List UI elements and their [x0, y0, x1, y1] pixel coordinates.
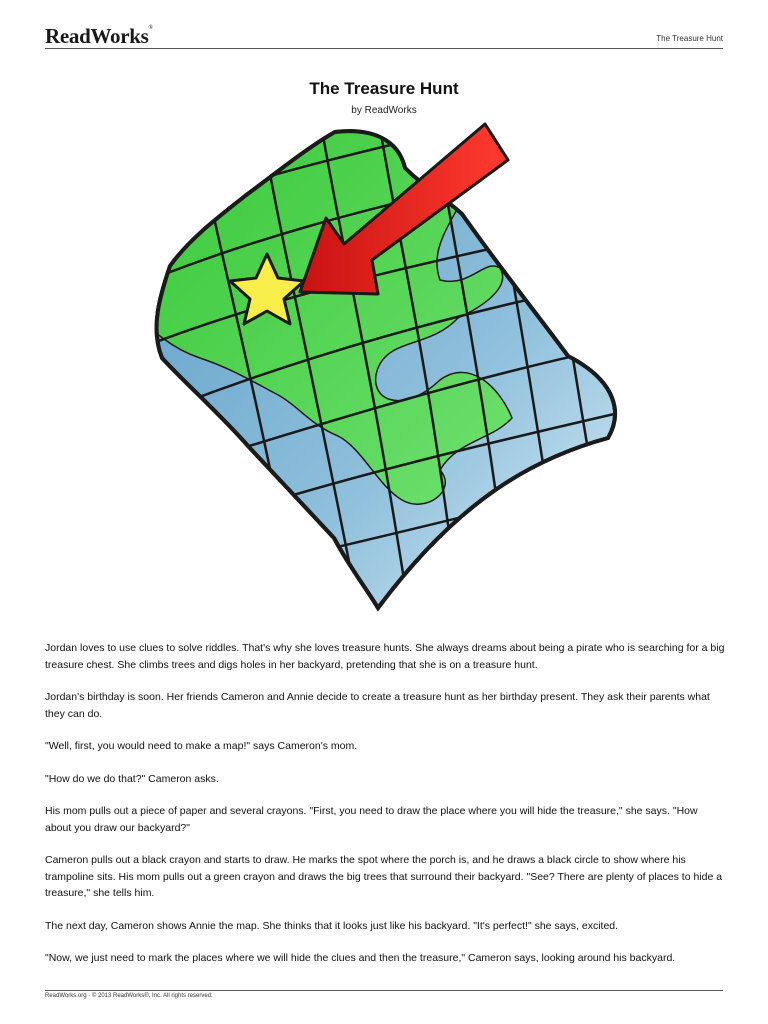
paragraph: The next day, Cameron shows Annie the map. She thinks that it looks just like his backyard. "It's perfect!" she says, excited. — [45, 919, 619, 932]
map-sheet — [140, 118, 630, 618]
running-title: The Treasure Hunt — [656, 34, 723, 43]
copyright-text: ReadWorks.org · © 2013 ReadWorks®, Inc. All rights reserved. — [45, 993, 213, 999]
paragraph: Cameron pulls out a black crayon and starts to draw. He marks the spot where the porch is, and he draws a black circle to show where his trampoline sits. His mom pulls out a green crayon and draws the big trees that surround their backyard. "See? There are plenty of places to hide a treasure," she tells him. — [45, 854, 723, 899]
byline: by ReadWorks — [351, 105, 417, 116]
registered-mark: ® — [148, 25, 153, 31]
readworks-logo — [45, 24, 153, 49]
logo-text: ReadWorks — [45, 24, 149, 48]
page-footer — [45, 990, 723, 999]
page-title: The Treasure Hunt — [309, 79, 459, 98]
paragraph: "Now, we just need to mark the places where we will hide the clues and then the treasure," Cameron says, looking around his backyard. — [45, 952, 676, 964]
paragraph: "Well, first, you would need to make a map!" says Cameron's mom. — [45, 740, 358, 752]
treasure-map-icon — [140, 118, 630, 618]
page-header — [45, 24, 723, 49]
paragraph: "How do we do that?" Cameron asks. — [45, 772, 219, 785]
article-body — [45, 640, 725, 983]
treasure-map-illustration — [140, 118, 630, 618]
paragraph: Jordan loves to use clues to solve riddles. That's why she loves treasure hunts. She always dreams about being a pirate who is searching for a big treasure chest. She climbs trees and digs holes in her backyard, pretending that she is on a treasure hunt. — [45, 642, 725, 671]
paragraph: Jordan's birthday is soon. Her friends Cameron and Annie decide to create a treasure hunt as her birthday present. They ask their parents what they can do. — [45, 691, 710, 720]
paragraph: His mom pulls out a piece of paper and several crayons. "First, you need to draw the place where you will hide the treasure," she says. "How about you draw our backyard?" — [45, 805, 698, 834]
